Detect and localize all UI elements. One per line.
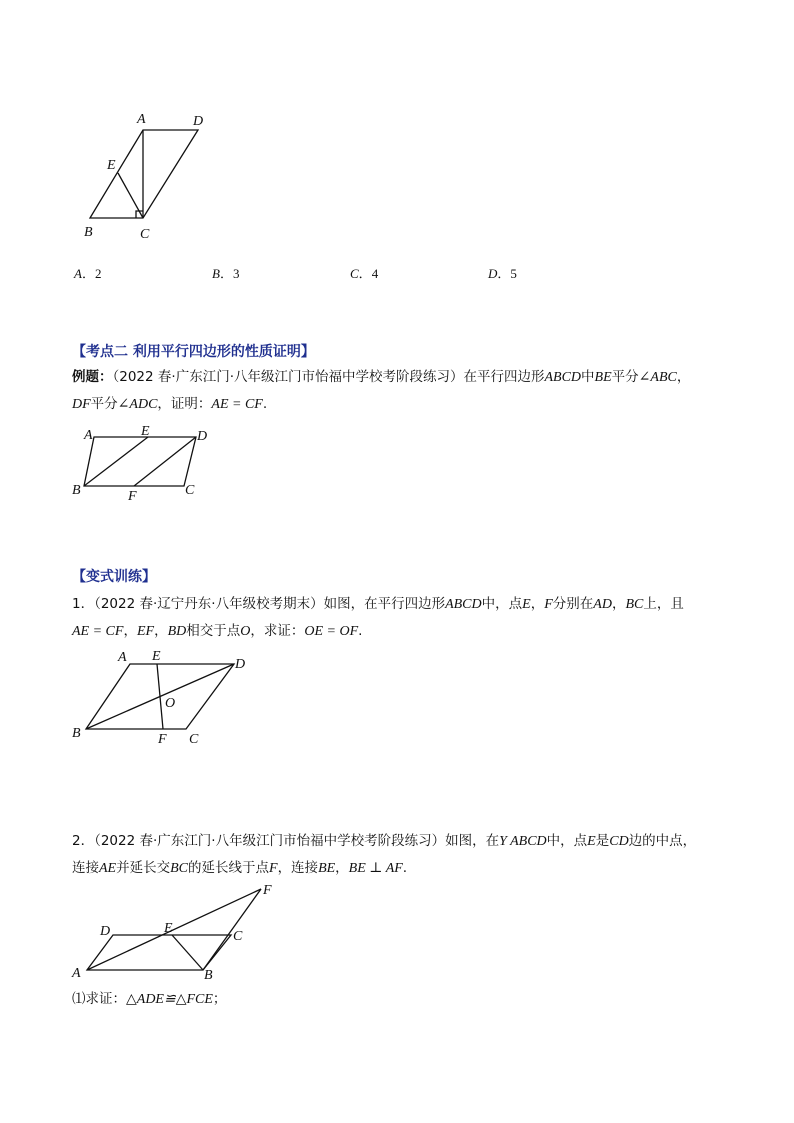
fig3-label-c: C — [189, 732, 199, 747]
fig2-label-e: E — [141, 424, 150, 439]
choice-a[interactable]: A．2 — [74, 266, 102, 281]
fig4-parallelogram — [87, 935, 231, 970]
fig3-label-d: D — [235, 657, 246, 672]
fig2-segment-be — [84, 437, 148, 486]
q1-line-1: 1．（2022 春·辽宁丹东·八年级校考期末）如图，在平行四边形ABCD中，点E，F分别在AD，BC上，且 — [72, 596, 684, 612]
figure-4-parallelogram — [68, 880, 298, 985]
fig2-label-f: F — [128, 489, 137, 504]
fig4-label-c: C — [233, 929, 243, 944]
choice-c[interactable]: C．4 — [350, 266, 379, 281]
q2-line-2: 连接AE并延长交BC的延长线于点F，连接BE，BE ⊥ AF. — [72, 860, 408, 876]
fig3-segment-ef — [157, 664, 163, 729]
fig2-segment-df — [134, 437, 196, 486]
figure-3-parallelogram — [68, 645, 268, 750]
fig4-segment-cf — [203, 889, 261, 970]
fig2-label-a: A — [84, 428, 93, 443]
q2-sub1: ⑴求证：△ADE≌△FCE； — [72, 991, 227, 1007]
fig2-parallelogram — [84, 437, 196, 486]
q1-line-2: AE = CF，EF，BD相交于点O，求证：OE = OF. — [72, 623, 363, 639]
fig4-segment-be — [172, 935, 203, 970]
section-heading-bianshi: 【变式训练】 — [72, 569, 156, 585]
fig1-label-d: D — [193, 114, 204, 129]
fig3-label-b: B — [72, 726, 81, 741]
fig3-label-o: O — [165, 696, 176, 711]
fig4-label-e: E — [164, 921, 173, 936]
figure-2-parallelogram — [70, 422, 230, 507]
q2-line-1: 2．（2022 春·广东江门·八年级江门市怡福中学校考阶段练习）如图，在Y ABCD中，点E是CD边的中点， — [72, 833, 697, 849]
choice-b[interactable]: B．3 — [212, 266, 240, 281]
fig2-label-c: C — [185, 483, 195, 498]
example-line-2: DF平分∠ADC，证明：AE = CF. — [72, 396, 268, 412]
figure-1-parallelogram — [80, 105, 220, 245]
fig3-label-a: A — [118, 650, 127, 665]
fig3-label-f: F — [158, 732, 167, 747]
fig4-label-b: B — [204, 968, 213, 983]
fig1-label-e: E — [107, 158, 116, 173]
fig1-label-c: C — [140, 227, 150, 242]
section-heading-kaodian2: 【考点二 利用平行四边形的性质证明】 — [72, 344, 315, 360]
fig4-label-f: F — [263, 883, 272, 898]
fig2-label-b: B — [72, 483, 81, 498]
fig4-label-d: D — [100, 924, 111, 939]
fig4-label-a: A — [72, 966, 81, 981]
fig1-label-b: B — [84, 225, 93, 240]
choice-d[interactable]: D．5 — [488, 266, 517, 281]
fig1-label-a: A — [137, 112, 146, 127]
fig3-label-e: E — [152, 649, 161, 664]
example-line-1: 例题：（2022 春·广东江门·八年级江门市怡福中学校考阶段练习）在平行四边形ABCD中BE平分∠ABC， — [72, 369, 691, 385]
fig1-parallelogram — [90, 130, 198, 218]
fig2-label-d: D — [197, 429, 208, 444]
